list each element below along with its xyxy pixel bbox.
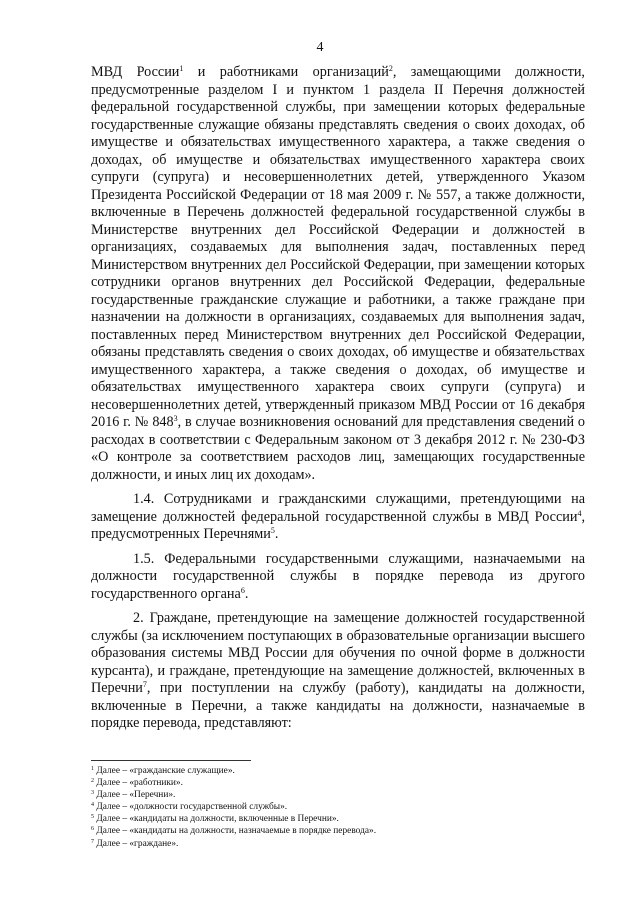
footnote-ref: 4 <box>577 508 582 518</box>
footnote-text: Далее – «кандидаты на должности, включенные в Перечни». <box>94 814 339 825</box>
footnote-3 <box>91 789 585 801</box>
text-run: и работниками организаций <box>183 64 389 80</box>
footnote-text: Далее – «Перечни». <box>94 790 176 801</box>
footnote-7 <box>91 838 585 850</box>
footnote-5 <box>91 813 585 825</box>
paragraph-1-5 <box>91 551 585 604</box>
text-run: 1.4. Сотрудниками и гражданскими служащими, претендующими на замещение должностей федеральной государственной службы в МВД России <box>91 491 585 525</box>
footnote-text: Далее – «гражданские служащие». <box>94 766 235 776</box>
footnote-ref: 1 <box>179 64 184 73</box>
footnote-number: 5 <box>91 814 94 821</box>
text-run: , в случае возникновения оснований для представления сведений о расходах в соответствии с Федеральным законом от 3 декабря 2012 г. № 230-ФЗ «О контроле за соответствием расходов лиц, замещающих государственные должности, и иных лиц их доходам». <box>91 414 585 483</box>
text-run: , при поступлении на службу (работу), кандидаты на должности, включенные в Перечни, а также кандидаты на должности, назначаемые в порядке перевода, представляют: <box>91 680 585 731</box>
footnote-number: 2 <box>91 778 94 785</box>
footnote-text: Далее – «кандидаты на должности, назначаемые в порядке перевода». <box>94 826 377 837</box>
text-run: . <box>274 526 279 542</box>
footnote-number: 4 <box>91 802 94 809</box>
page-number: 4 <box>316 40 324 55</box>
footnote-ref: 5 <box>270 526 275 535</box>
text-run: 1.5. Федеральными государственными служащими, назначаемыми на должности государственной службы в порядке перевода из другого государственного органа <box>91 550 585 602</box>
text-run: МВД России <box>91 64 180 80</box>
footnote-text: Далее – «граждане». <box>94 838 179 849</box>
footnote-ref: 6 <box>240 585 245 595</box>
footnote-6 <box>91 825 585 837</box>
footnote-number: 6 <box>91 826 94 833</box>
text-run: . <box>244 585 249 602</box>
text-run: , замещающими должности, предусмотренные разделом I и пунктом 1 раздела II Перечня должностей федеральной государственной службы, при замещении которых федеральные государственные служащие обязаны представлять сведения о своих доходах, об имуществе и обязательствах имущественного характера, а также сведения о доходах, об имуществе и обязательствах имущественного характера своих супруги (супруга) и несовершеннолетних детей, утвержденного Указом Президента Российской Федерации от 18 мая 2009 г. № 557, а также должности, включенные в Перечень должностей федеральной государственной службы в Министерстве внутренних дел Российской Федерации и должностей в организациях, создаваемых для выполнения задач, поставленных перед Министерством внутренних дел Российской Федерации, при замещении которых сотрудники органов внутренних дел Российской Федерации, федеральные государственные гражданские служащие и работники, а также граждане при назначении на должности в организациях, создаваемых для выполнения задач, поставленных перед Министерством внутренних дел Российской Федерации, обязаны представлять сведения о своих доходах, об имуществе и обязательствах имущественного характера, а также сведения о доходах, об имуществе и обязательствах имущественного характера своих супруги (супруга) и несовершеннолетних детей, утвержденный приказом МВД России от 16 декабря 2016 г. № 848 <box>91 64 585 430</box>
footnote-ref: 7 <box>142 680 147 689</box>
footnote-text: Далее – «работники». <box>94 778 183 789</box>
footnote-divider <box>91 760 251 761</box>
footnote-number: 3 <box>91 790 94 797</box>
footnotes <box>91 765 585 850</box>
footnote-text: Далее – «должности государственной службы». <box>94 802 288 813</box>
paragraph-2 <box>91 610 585 733</box>
paragraph-1-3-continued <box>91 64 585 484</box>
footnote-4 <box>91 801 585 813</box>
footnote-number: 7 <box>91 838 94 845</box>
document-body <box>91 64 585 733</box>
footnote-number: 1 <box>91 766 94 772</box>
text-run: , предусмотренных Перечнями <box>91 508 585 542</box>
footnote-2 <box>91 777 585 789</box>
footnote-ref: 3 <box>173 414 178 423</box>
footnote-ref: 2 <box>388 64 393 73</box>
paragraph-1-4 <box>91 491 585 544</box>
text-run: 2. Граждане, претендующие на замещение должностей государственной службы (за исключением поступающих в образовательные организации высшего образования системы МВД России для обучения по очной форме в должности курсанта), и граждане, претендующие на замещение должностей, включенных в Перечни <box>91 610 585 696</box>
footnote-1 <box>91 765 585 777</box>
